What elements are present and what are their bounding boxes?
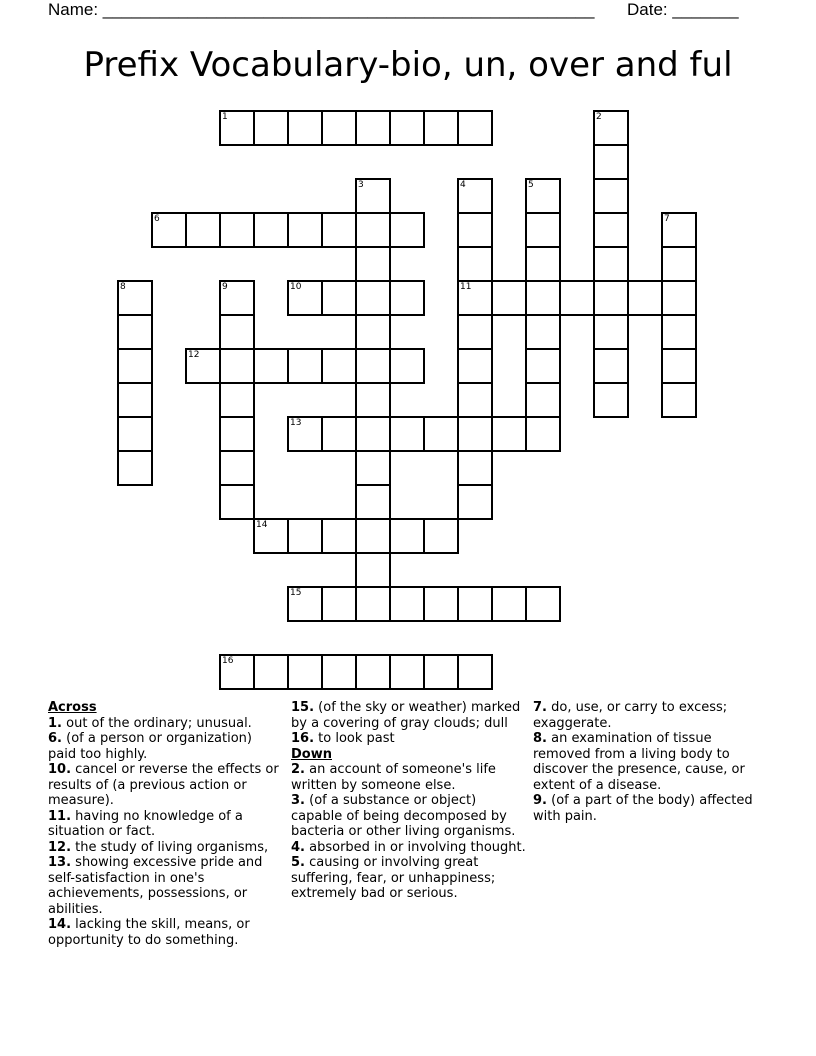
crossword-cell[interactable]: [525, 246, 561, 282]
crossword-cell[interactable]: [457, 416, 493, 452]
crossword-cell[interactable]: [491, 416, 527, 452]
date-blank[interactable]: _______: [672, 0, 739, 19]
crossword-cell[interactable]: [491, 280, 527, 316]
name-blank[interactable]: ____________________________________________________: [102, 0, 595, 19]
crossword-cell[interactable]: [321, 416, 357, 452]
crossword-cell[interactable]: [525, 178, 561, 214]
clue-number: 11: [460, 282, 472, 292]
crossword-cell[interactable]: [457, 450, 493, 486]
clue-number: 14: [256, 520, 268, 530]
crossword-cell[interactable]: [389, 416, 425, 452]
crossword-cell[interactable]: [457, 110, 493, 146]
crossword-cell[interactable]: [525, 348, 561, 384]
clue-down-7: 7. do, use, or carry to excess; exaggerate.: [533, 700, 728, 731]
crossword-cell[interactable]: [525, 416, 561, 452]
crossword-cell[interactable]: [593, 246, 629, 282]
crossword-cell[interactable]: [457, 484, 493, 520]
crossword-cell[interactable]: [593, 382, 629, 418]
crossword-cell[interactable]: [321, 586, 357, 622]
crossword-cell[interactable]: [525, 314, 561, 350]
clue-across-13: 13. showing excessive pride and self-satisfaction in one's achievements, possessions, or abilities.: [48, 855, 263, 917]
crossword-cell[interactable]: [117, 348, 153, 384]
crossword-cell[interactable]: [457, 586, 493, 622]
crossword-cell[interactable]: [253, 110, 289, 146]
crossword-cell[interactable]: [355, 416, 391, 452]
crossword-cell[interactable]: [661, 212, 697, 248]
crossword-cell[interactable]: [627, 280, 663, 316]
crossword-cell[interactable]: [287, 416, 323, 452]
crossword-cell[interactable]: [287, 348, 323, 384]
crossword-cell[interactable]: [593, 212, 629, 248]
name-label: Name:: [48, 0, 103, 19]
clue-column-1: [48, 700, 280, 948]
crossword-cell[interactable]: [457, 178, 493, 214]
clue-across-16: 16. to look past: [291, 731, 395, 746]
crossword-cell[interactable]: [355, 314, 391, 350]
crossword-cell[interactable]: [117, 314, 153, 350]
clue-down-9: 9. (of a part of the body) affected with pain.: [533, 793, 753, 824]
crossword-cell[interactable]: [253, 348, 289, 384]
crossword-cell[interactable]: [593, 110, 629, 146]
crossword-cell[interactable]: [593, 144, 629, 180]
crossword-cell[interactable]: [253, 518, 289, 554]
crossword-cell[interactable]: [355, 280, 391, 316]
clue-number: 7: [664, 214, 670, 224]
crossword-cell[interactable]: [525, 212, 561, 248]
clue-number: 10: [290, 282, 302, 292]
crossword-cell[interactable]: [117, 280, 153, 316]
crossword-cell[interactable]: [355, 518, 391, 554]
crossword-cell[interactable]: [355, 484, 391, 520]
crossword-cell[interactable]: [287, 654, 323, 690]
clue-column-2: [291, 700, 527, 902]
down-heading: Down: [291, 746, 332, 762]
crossword-cell[interactable]: [185, 212, 221, 248]
crossword-cell[interactable]: [355, 586, 391, 622]
across-heading: Across: [48, 700, 97, 715]
crossword-cell[interactable]: [219, 348, 255, 384]
crossword-cell[interactable]: [423, 416, 459, 452]
crossword-cell[interactable]: [253, 654, 289, 690]
crossword-cell[interactable]: [321, 110, 357, 146]
crossword-cell[interactable]: [355, 246, 391, 282]
crossword-cell[interactable]: [321, 518, 357, 554]
crossword-cell[interactable]: [457, 212, 493, 248]
crossword-cell[interactable]: [219, 450, 255, 486]
crossword-cell[interactable]: [559, 280, 595, 316]
crossword-cell[interactable]: [389, 654, 425, 690]
crossword-cell[interactable]: [355, 178, 391, 214]
crossword-cell[interactable]: [661, 280, 697, 316]
crossword-cell[interactable]: [457, 348, 493, 384]
crossword-cell[interactable]: [219, 654, 255, 690]
crossword-cell[interactable]: [457, 382, 493, 418]
crossword-cell[interactable]: [389, 348, 425, 384]
crossword-cell[interactable]: [355, 348, 391, 384]
clue-down-3: 3. (of a substance or object) capable of being decomposed by bacteria or other living organisms.: [291, 793, 516, 839]
clue-column-3: [533, 700, 769, 824]
crossword-cell[interactable]: [389, 586, 425, 622]
crossword-cell[interactable]: [593, 348, 629, 384]
crossword-cell[interactable]: [355, 212, 391, 248]
page-title: Prefix Vocabulary-bio, un, over and ful: [83, 45, 733, 85]
clue-number: 15: [290, 588, 302, 598]
clue-number: 9: [222, 282, 228, 292]
clues-section: [0, 700, 816, 1040]
crossword-cell[interactable]: [287, 586, 323, 622]
crossword-cell[interactable]: [423, 586, 459, 622]
clue-across-10: 10. cancel or reverse the effects or results of (a previous action or measure).: [48, 762, 279, 808]
crossword-cell[interactable]: [321, 654, 357, 690]
crossword-cell[interactable]: [355, 382, 391, 418]
crossword-cell[interactable]: [457, 314, 493, 350]
clue-number: 1: [222, 112, 228, 122]
crossword-cell[interactable]: [117, 382, 153, 418]
crossword-cell[interactable]: [661, 246, 697, 282]
crossword-cell[interactable]: [389, 280, 425, 316]
clue-number: 5: [528, 180, 534, 190]
crossword-cell[interactable]: [355, 552, 391, 588]
crossword-cell[interactable]: [355, 110, 391, 146]
crossword-cell[interactable]: [219, 212, 255, 248]
clue-across-1: 1. out of the ordinary; unusual.: [48, 715, 252, 731]
crossword-cell[interactable]: [117, 416, 153, 452]
clue-across-15: 15. (of the sky or weather) marked by a covering of gray clouds; dull: [291, 700, 521, 731]
crossword-cell[interactable]: [525, 280, 561, 316]
clue-across-12: 12. the study of living organisms,: [48, 839, 269, 855]
clue-down-2: 2. an account of someone's life written by someone else.: [291, 762, 496, 793]
crossword-cell[interactable]: [593, 280, 629, 316]
crossword-cell[interactable]: [423, 518, 459, 554]
crossword-cell[interactable]: [355, 450, 391, 486]
crossword-cell[interactable]: [219, 110, 255, 146]
crossword-cell[interactable]: [321, 212, 357, 248]
clue-number: 8: [120, 282, 126, 292]
clue-across-14: 14. lacking the skill, means, or opportunity to do something.: [48, 917, 250, 948]
crossword-cell[interactable]: [457, 654, 493, 690]
crossword-cell[interactable]: [219, 484, 255, 520]
crossword-cell[interactable]: [491, 586, 527, 622]
crossword-cell[interactable]: [389, 518, 425, 554]
crossword-cell[interactable]: [593, 314, 629, 350]
crossword-cell[interactable]: [219, 416, 255, 452]
clue-number: 16: [222, 656, 234, 666]
crossword-cell[interactable]: [287, 212, 323, 248]
crossword-cell[interactable]: [253, 212, 289, 248]
clue-down-8: 8. an examination of tissue removed from a living body to discover the presence, cause, or extent of a disease.: [533, 731, 745, 793]
crossword-cell[interactable]: [661, 348, 697, 384]
crossword-cell[interactable]: [525, 382, 561, 418]
crossword-cell[interactable]: [423, 654, 459, 690]
crossword-cell[interactable]: [287, 518, 323, 554]
clue-number: 2: [596, 112, 602, 122]
clue-number: 4: [460, 180, 466, 190]
clue-across-6: 6. (of a person or organization) paid too highly.: [48, 731, 252, 762]
clue-down-4: 4. absorbed in or involving thought.: [291, 839, 526, 855]
crossword-cell[interactable]: [321, 348, 357, 384]
clue-number: 13: [290, 418, 302, 428]
crossword-cell[interactable]: [661, 314, 697, 350]
crossword-cell[interactable]: [321, 280, 357, 316]
clue-down-5: 5. causing or involving great suffering, fear, or unhappiness; extremely bad or serious.: [291, 855, 496, 901]
crossword-cell[interactable]: [423, 110, 459, 146]
clue-number: 6: [154, 214, 160, 224]
crossword-cell[interactable]: [355, 654, 391, 690]
crossword-cell[interactable]: [661, 382, 697, 418]
crossword-cell[interactable]: [219, 314, 255, 350]
crossword-cell[interactable]: [389, 212, 425, 248]
crossword-cell[interactable]: [457, 246, 493, 282]
clue-across-11: 11. having no knowledge of a situation or fact.: [48, 808, 243, 839]
crossword-cell[interactable]: [389, 110, 425, 146]
clue-number: 12: [188, 350, 200, 360]
crossword-cell[interactable]: [525, 586, 561, 622]
crossword-cell[interactable]: [151, 212, 187, 248]
clue-number: 3: [358, 180, 364, 190]
crossword-cell[interactable]: [287, 280, 323, 316]
date-label: Date:: [627, 0, 673, 19]
crossword-cell[interactable]: [457, 280, 493, 316]
crossword-cell[interactable]: [219, 382, 255, 418]
crossword-cell[interactable]: [219, 280, 255, 316]
crossword-cell[interactable]: [185, 348, 221, 384]
crossword-cell[interactable]: [117, 450, 153, 486]
crossword-cell[interactable]: [287, 110, 323, 146]
crossword-cell[interactable]: [593, 178, 629, 214]
